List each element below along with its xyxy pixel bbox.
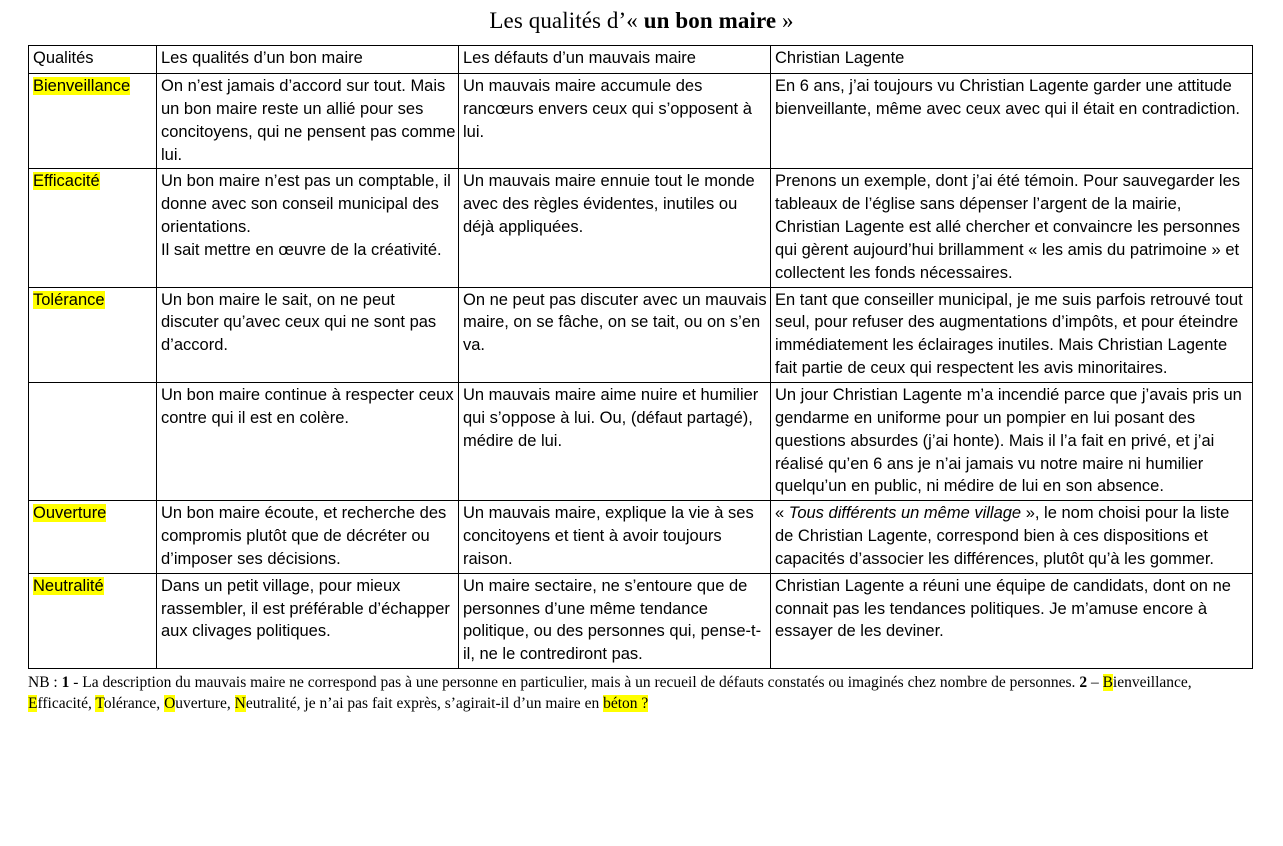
footnote-word-ouverture: uverture, <box>175 695 235 713</box>
bad-mayor-cell: Un maire sectaire, ne s’entoure que de personnes d’une même tendance politique, ou des personnes qui, pense-t-il, ne le contrediront pas. <box>459 573 771 668</box>
footnote-initial-b: B <box>1102 674 1113 692</box>
good-mayor-cell: Un bon maire le sait, on ne peut discuter qu’avec ceux qui ne sont pas d’accord. <box>157 287 459 382</box>
quality-label-cell <box>29 169 157 287</box>
column-header-good-mayor: Les qualités d’un bon maire <box>157 46 459 74</box>
table-row <box>29 74 1253 169</box>
good-mayor-cell: Dans un petit village, pour mieux rassembler, il est préférable d’échapper aux clivages politiques. <box>157 573 459 668</box>
title-prefix: Les qualités d’« <box>489 8 644 33</box>
title-suffix: » <box>776 8 794 33</box>
quality-label-ouverture: Ouverture <box>33 504 107 523</box>
quality-label-cell <box>29 74 157 169</box>
footnote-initial-t: T <box>95 695 104 713</box>
lagente-cell: Un jour Christian Lagente m’a incendié parce que j’avais pris un gendarme en uniforme pour un pompier en lui posant des questions absurdes (j’ai honte). Mais il l’a fait en privé, et j’ai réalisé qu’en 6 ans je n’ai jamais vu notre maire ni humilier quelqu’un en public, ni médire de lui en son absence. <box>771 382 1253 500</box>
footnote-initial-n: N <box>234 695 246 713</box>
good-mayor-cell: Un bon maire écoute, et recherche des compromis plutôt que de décréter ou d’imposer ses décisions. <box>157 501 459 574</box>
quality-label-cell <box>29 501 157 574</box>
quality-label-bienveillance: Bienveillance <box>33 77 131 95</box>
quality-label-neutralite: Neutralité <box>33 576 104 595</box>
footnote-word-neutralite: eutralité, je n’ai pas fait exprès, s’agirait-il d’un maire en <box>245 695 604 713</box>
table-row <box>29 501 1253 574</box>
column-header-bad-mayor: Les défauts d’un mauvais maire <box>459 46 771 74</box>
lagente-cell: En 6 ans, j’ai toujours vu Christian Lagente garder une attitude bienveillante, même avec ceux avec qui il était en contradiction. <box>771 74 1253 169</box>
bad-mayor-cell: Un mauvais maire, explique la vie à ses concitoyens et tient à avoir toujours raison. <box>459 501 771 574</box>
quality-label-cell <box>29 573 157 668</box>
table-row <box>29 382 1253 500</box>
quote-italic-title: Tous différents un même village <box>788 504 1022 523</box>
footnote-text-1: - La description du mauvais maire ne correspond pas à une personne en particulier, mais à un recueil de défauts constatés ou imaginés chez nombre de personnes. <box>69 674 1080 692</box>
footnote-word-efficacite: fficacité, <box>37 695 96 713</box>
bad-mayor-cell: On ne peut pas discuter avec un mauvais maire, on se fâche, on se tait, ou on s’en va. <box>459 287 771 382</box>
table-header-row <box>29 46 1253 74</box>
good-mayor-cell: Un bon maire continue à respecter ceux contre qui il est en colère. <box>157 382 459 500</box>
table-row <box>29 287 1253 382</box>
footnote-label: NB : <box>28 674 62 692</box>
footnote-initial-e: E <box>28 695 38 713</box>
table-row <box>29 573 1253 668</box>
footnote-number-1: 1 <box>61 674 70 692</box>
footnote-dash: – <box>1087 674 1103 692</box>
footnote-word-beton: béton ? <box>603 695 649 713</box>
title-emphasis: un bon maire <box>643 8 777 33</box>
lagente-cell: Christian Lagente a réuni une équipe de candidats, dont on ne connait pas les tendances politiques. Je m’amuse encore à essayer de les deviner. <box>771 573 1253 668</box>
qualities-table <box>28 45 1253 669</box>
quality-label-cell-empty <box>29 382 157 500</box>
column-header-christian-lagente: Christian Lagente <box>771 46 1253 74</box>
table-row <box>29 169 1253 287</box>
footnote <box>28 673 1243 715</box>
footnote-word-bienveillance: ienveillance, <box>1112 674 1192 692</box>
column-header-qualities: Qualités <box>29 46 157 74</box>
quality-label-cell <box>29 287 157 382</box>
footnote-number-2: 2 <box>1079 674 1088 692</box>
good-mayor-text-line-1: Un bon maire n’est pas un comptable, il donne avec son conseil municipal des orientations. <box>161 172 451 237</box>
lagente-cell: En tant que conseiller municipal, je me suis parfois retrouvé tout seul, pour refuser des augmentations d’impôts, et pour éteindre immédiatement les éclairages inutiles. Mais Christian Lagente fait partie de ceux qui respectent les avis minoritaires. <box>771 287 1253 382</box>
quote-rest: », le nom choisi pour la liste de Christian Lagente, correspond bien à ces dispositions et capacités d’associer les différences, plutôt qu’à les gommer. <box>775 504 1230 568</box>
good-mayor-text-line-2: Il sait mettre en œuvre de la créativité. <box>161 240 442 259</box>
footnote-initial-o: O <box>164 695 176 713</box>
good-mayor-cell <box>157 169 459 287</box>
good-mayor-cell: On n’est jamais d’accord sur tout. Mais un bon maire reste un allié pour ses concitoyens, qui ne pensent pas comme lui. <box>157 74 459 169</box>
lagente-cell: Prenons un exemple, dont j’ai été témoin. Pour sauvegarder les tableaux de l’église sans dépenser l’argent de la mairie, Christian Lagente est allé chercher et convaincre les personnes qui gèrent aujourd’hui brillamment « les amis du patrimoine » et collectent les fonds nécessaires. <box>771 169 1253 287</box>
page-title <box>0 0 1283 34</box>
bad-mayor-cell: Un mauvais maire ennuie tout le monde avec des règles évidentes, inutiles ou déjà appliquées. <box>459 169 771 287</box>
bad-mayor-cell: Un mauvais maire accumule des rancœurs envers ceux qui s’opposent à lui. <box>459 74 771 169</box>
quality-label-tolerance: Tolérance <box>33 290 105 309</box>
bad-mayor-cell: Un mauvais maire aime nuire et humilier qui s’oppose à lui. Ou, (défaut partagé), médire de lui. <box>459 382 771 500</box>
footnote-word-tolerance: olérance, <box>103 695 165 713</box>
quality-label-efficacite: Efficacité <box>33 172 100 191</box>
lagente-cell <box>771 501 1253 574</box>
quote-open: « <box>775 504 789 523</box>
